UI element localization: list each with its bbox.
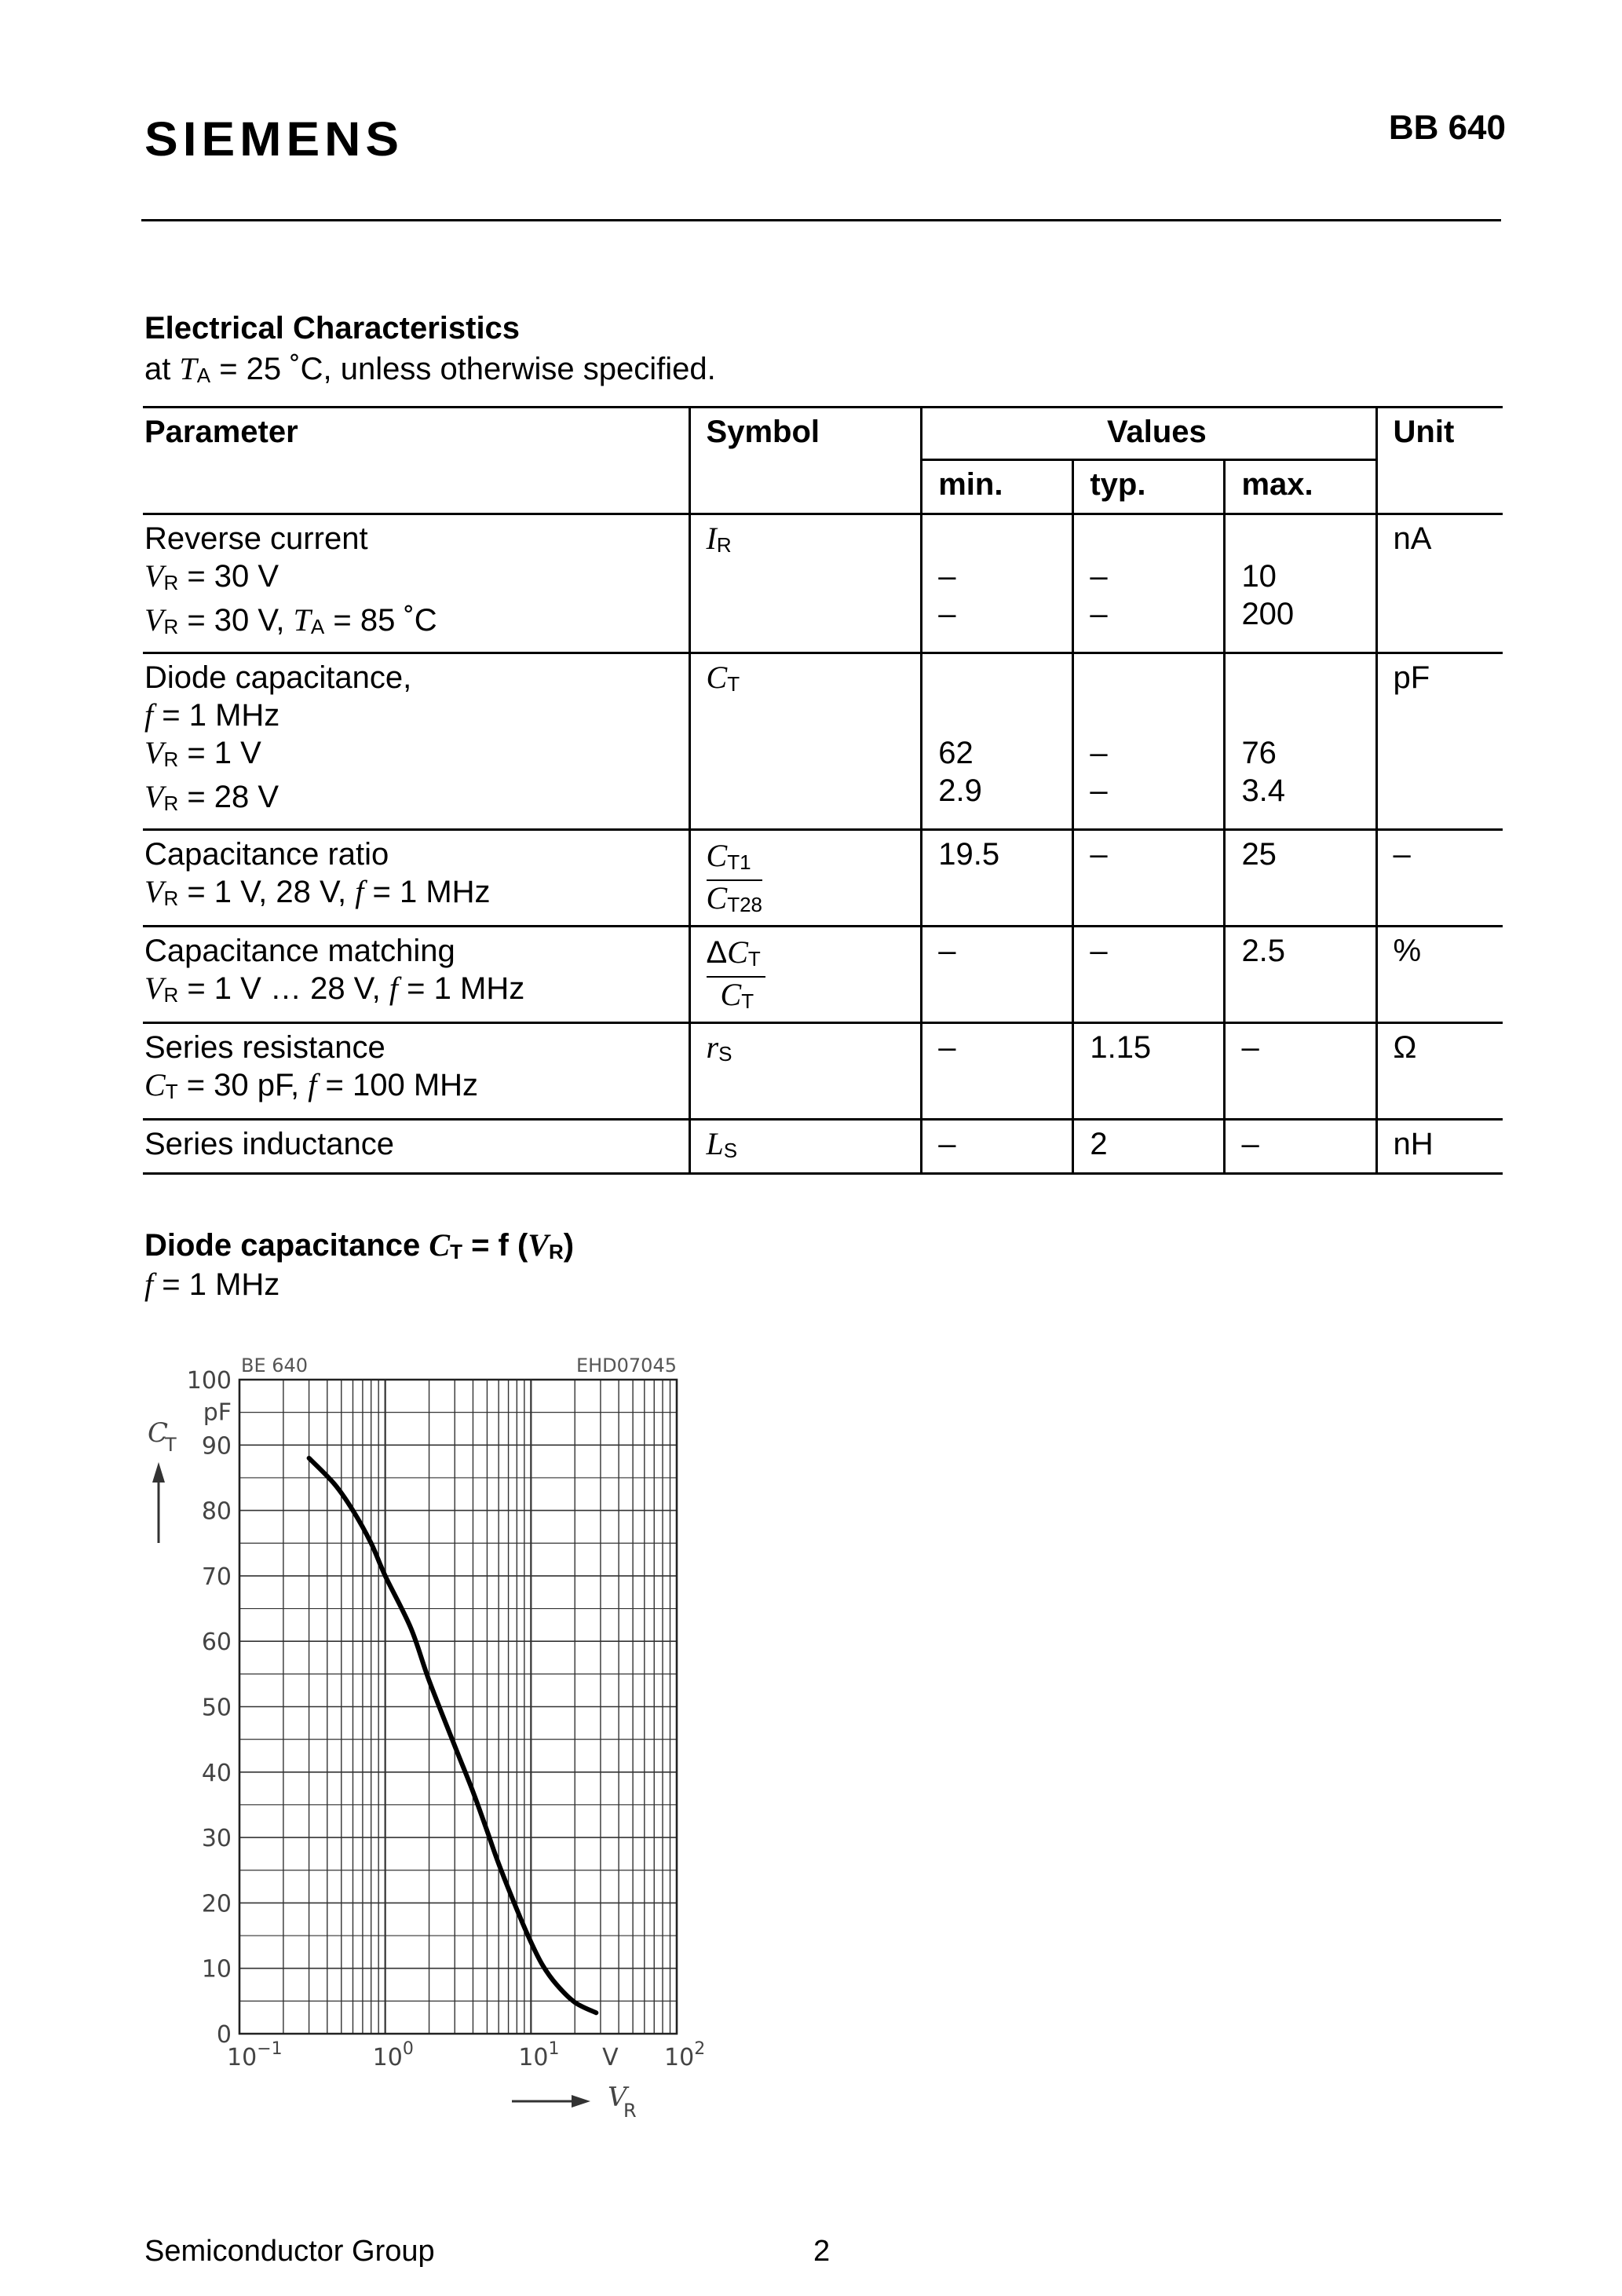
y-tick-label: 60	[201, 1629, 232, 1657]
symbol-ct-ratio: $\frac{C_{T1}}{C_{T28}}$	[689, 830, 922, 927]
symbol-ir: $I_R$	[689, 514, 922, 653]
param-diode-capacitance: Diode capacitance, f = 1 MHz $V_R = 1$ V $V_R = 28$ V	[143, 653, 689, 830]
param-reverse-current: Reverse current $V_R = 30$ V $V_R = 30$ V, $T_A = 85$ ˚C	[143, 514, 689, 653]
chart-section-condition: f = 1 MHz	[144, 1267, 280, 1302]
x-axis-label-sub: R	[623, 2100, 637, 2122]
siemens-logo: SIEMENS	[144, 112, 404, 166]
part-number: BB 640	[1388, 108, 1506, 147]
typ-cell: – –	[1073, 514, 1225, 653]
symbol-rs: $r_S$	[689, 1023, 922, 1120]
param-capacitance-matching: Capacitance matching $V_R = 1$ V … 28 V, f = 1 MHz	[143, 927, 689, 1023]
chart-code: EHD07045	[575, 1355, 677, 1377]
y-axis-label-sub: T	[165, 1434, 177, 1456]
y-tick-label: 20	[201, 1890, 232, 1918]
x-axis-arrow-head	[572, 2095, 590, 2108]
page-number: 2	[813, 2235, 831, 2268]
footer-group: Semiconductor Group	[144, 2235, 435, 2268]
typ-cell: 2	[1073, 1120, 1225, 1174]
series-line-ct	[309, 1458, 597, 2013]
min-cell: –	[922, 927, 1073, 1023]
symbol-ls: $L_S$	[689, 1120, 922, 1174]
y-tick-label: 100	[186, 1367, 232, 1395]
symbol-delta-ct: $\frac{\Delta C_T}{C_T}$	[689, 927, 922, 1023]
y-axis-label: C	[148, 1417, 169, 1449]
x-unit-label: V	[602, 2044, 619, 2071]
param-series-inductance: Series inductance	[143, 1120, 689, 1174]
min-cell: –	[922, 1023, 1073, 1120]
max-cell: 2.5	[1225, 927, 1376, 1023]
min-cell: 62 2.9	[922, 653, 1073, 830]
section-title: Electrical Characteristics	[144, 311, 521, 345]
header-min: min.	[922, 460, 1073, 514]
header-parameter: Parameter	[143, 408, 689, 514]
y-tick-label: 10	[201, 1955, 232, 1983]
unit-cell: Ω	[1376, 1023, 1503, 1120]
y-tick-label: 70	[201, 1563, 232, 1591]
param-capacitance-ratio: Capacitance ratio $V_R = 1$ V, 28 V, f = 1 MHz	[143, 830, 689, 927]
typ-cell: 1.15	[1073, 1023, 1225, 1120]
unit-cell: –	[1376, 830, 1503, 927]
header-typ: typ.	[1073, 460, 1225, 514]
y-tick-label: 90	[201, 1432, 232, 1461]
max-cell: 25	[1225, 830, 1376, 927]
symbol-ct: $C_T$	[689, 653, 922, 830]
x-axis-label: V	[608, 2082, 627, 2113]
header-values: Values	[922, 408, 1376, 460]
unit-cell: nA	[1376, 514, 1503, 653]
y-tick-label: 50	[201, 1694, 232, 1722]
section-conditions: at $T_A = 25$ ˚C, unless otherwise specified.	[144, 351, 716, 387]
param-series-resistance: Series resistance $C_T = 30$ pF, f = 100 MHz	[143, 1023, 689, 1120]
y-tick-label: 30	[201, 1825, 232, 1853]
y-tick-label: 80	[201, 1497, 232, 1526]
x-tick-label: $10^2$	[664, 2039, 706, 2071]
header-symbol: Symbol	[689, 408, 922, 514]
unit-cell: pF	[1376, 653, 1503, 830]
typ-cell: –	[1073, 830, 1225, 927]
y-tick-label: 0	[216, 2021, 232, 2049]
chart-section-title: Diode capacitance $C_T = f$ $(V_R)$	[144, 1227, 575, 1263]
max-cell: –	[1225, 1023, 1376, 1120]
min-cell: –	[922, 1120, 1073, 1174]
y-tick-label: 40	[201, 1759, 232, 1787]
header-max: max.	[1225, 460, 1376, 514]
chart-title: BE 640	[241, 1355, 309, 1377]
typ-cell: –	[1073, 927, 1225, 1023]
max-cell: –	[1225, 1120, 1376, 1174]
unit-cell: %	[1376, 927, 1503, 1023]
x-tick-label: $10^1$	[518, 2039, 560, 2071]
min-cell: – –	[922, 514, 1073, 653]
max-cell: 10 200	[1225, 514, 1376, 653]
max-cell: 76 3.4	[1225, 653, 1376, 830]
unit-cell: nH	[1376, 1120, 1503, 1174]
x-tick-label: $10^0$	[372, 2039, 414, 2071]
x-tick-label: $10^{-1}$	[227, 2039, 283, 2071]
y-axis-arrow-head	[152, 1462, 165, 1483]
y-unit-label: pF	[203, 1398, 232, 1427]
header-unit: Unit	[1376, 408, 1503, 514]
min-cell: 19.5	[922, 830, 1073, 927]
typ-cell: – –	[1073, 653, 1225, 830]
